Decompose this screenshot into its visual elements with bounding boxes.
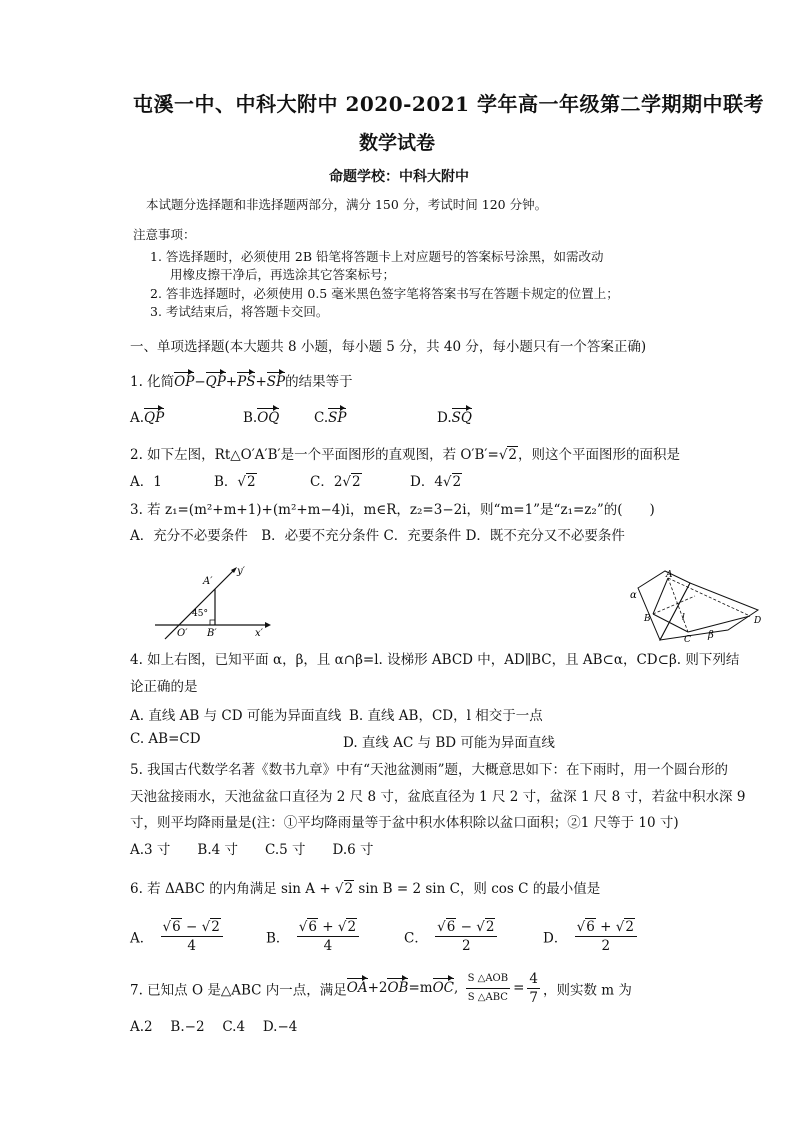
x-axis-arrow — [265, 622, 271, 628]
question-6: 6. 若 ΔABC 的内角满足 sin A + √2 sin B = 2 sin C，则 cos C 的最小值是 — [130, 881, 601, 897]
q6-option-b: B． $\frac{√6 + √2}{4}$ — [266, 918, 362, 955]
note-2: 2. 答非选择题时，必须使用 0.5 毫米黑色签字笔将答案书写在答题卡规定的位置上； — [150, 286, 619, 301]
q1-option-b: B.OQ — [243, 410, 280, 426]
q3-options: A．充分不必要条件 B．必要不充分条件 C．充要条件 D．既不充分又不必要条件 — [130, 528, 625, 544]
figure-right-planes — [620, 568, 780, 648]
q6-option-d: D． $\frac{√6 + √2}{2}$ — [543, 918, 640, 955]
question-5-line2: 天池盆接雨水，天池盆盆口直径为 2 尺 8 寸，盆底直径为 1 尺 2 寸，盆深 1 尺 8 寸，若盆中积水深 9 — [130, 789, 746, 805]
q6-option-c: C． $\frac{√6 - √2}{2}$ — [404, 918, 500, 955]
label-x: x′ — [255, 628, 263, 639]
q2-option-d: D．4√2 — [410, 474, 462, 490]
q4-option-b: B. 直线 AB，CD，l 相交于一点 — [349, 708, 543, 724]
q4-option-c: C. AB=CD — [130, 731, 201, 747]
label-beta: β — [708, 630, 714, 641]
question-2: 2. 如下左图，Rt△O′A′B′是一个平面图形的直观图，若 O′B′=√2，则这个平面图形的面积是 — [130, 447, 681, 463]
question-4-line2: 论正确的是 — [130, 679, 198, 695]
notes-heading: 注意事项： — [133, 227, 196, 242]
q1-option-d: D.SQ — [437, 410, 472, 426]
note-1-cont: 用橡皮擦干净后，再选涂其它答案标号； — [170, 267, 396, 282]
plane-alpha — [638, 571, 690, 640]
q1-suffix: 的结果等于 — [285, 374, 353, 390]
q5-options: A.3 寸 B.4 寸 C.5 寸 D.6 寸 — [130, 842, 374, 858]
y-axis-line — [165, 569, 235, 639]
label-angle: 45° — [192, 609, 208, 619]
question-5-line1: 5. 我国古代数学名著《数书九章》中有“天池盆测雨”题，大概意思如下：在下雨时，用一个圆台形的 — [130, 762, 728, 778]
label-A: A — [666, 570, 673, 580]
label-l: l — [682, 613, 685, 623]
question-1: 1. 化简OP−QP+PS+SP的结果等于 — [130, 374, 353, 390]
q2-option-a: A．1 — [130, 474, 162, 490]
q6-option-a: A． $\frac{√6 - √2}{4}$ — [130, 918, 226, 955]
q2-option-c: C．2√2 — [310, 474, 361, 490]
question-3: 3. 若 z₁=(m²+m+1)+(m²+m−4)i，m∈R，z₂=3−2i，则“m=1”是“z₁=z₂”的( ) — [130, 502, 655, 518]
question-5-line3: 寸，则平均降雨量是(注：①平均降雨量等于盆中积水体积除以盆口面积；②1 尺等于 10 寸) — [130, 815, 679, 831]
school-line: 命题学校：中科大附中 — [329, 169, 469, 185]
label-B: B — [644, 614, 651, 624]
figure-left-oblique-view — [155, 562, 275, 642]
label-D: D — [754, 616, 762, 626]
question-4-line1: 4. 如上右图，已知平面 α，β，且 α∩β=l. 设梯形 ABCD 中，AD∥BC，且 AB⊂α，CD⊂β. 则下列结 — [130, 652, 740, 668]
q1-option-c: C.SP — [314, 410, 347, 426]
note-3: 3. 考试结束后，将答题卡交回。 — [150, 304, 329, 319]
label-C: C — [684, 635, 691, 645]
label-a: A′ — [203, 576, 213, 587]
label-b: B′ — [207, 628, 217, 639]
q1-option-a: A.QP — [130, 410, 165, 426]
q7-options: A.2 B.−2 C.4 D.−4 — [130, 1019, 298, 1035]
q2-option-b: B．√2 — [214, 474, 256, 490]
label-o: O′ — [177, 628, 188, 639]
side-cd — [688, 616, 750, 632]
exam-subtitle: 数学试卷 — [359, 132, 436, 154]
right-angle-mark — [210, 620, 215, 625]
exam-title: 屯溪一中、中科大附中 2020-2021 学年高一年级第二学期期中联考 — [133, 92, 765, 116]
note-1: 1. 答选择题时，必须使用 2B 铅笔将答题卡上对应题号的答案标号涂黑，如需改动 — [150, 249, 604, 264]
side-ab — [653, 578, 668, 614]
intro-line: 本试题分选择题和非选择题两部分，满分 150 分，考试时间 120 分钟。 — [146, 197, 548, 212]
question-7: 7. 已知点 O 是△ABC 内一点，满足OA+2OB=mOC, $\frac{\text{S △AOB}}{\text{S △ABC}}$ = $\frac{4}{7}$ ，则实数 m 为 — [130, 971, 632, 1006]
side-ad — [668, 578, 750, 616]
q1-prefix: 1. 化简 — [130, 374, 175, 390]
section-heading: 一、单项选择题(本大题共 8 小题，每小题 5 分，共 40 分，每小题只有一个答案正确) — [130, 339, 647, 355]
label-alpha: α — [630, 590, 637, 601]
q4-option-d: D. 直线 AC 与 BD 可能为异面直线 — [343, 735, 555, 751]
label-y: y′ — [237, 566, 245, 577]
q4-option-a: A. 直线 AB 与 CD 可能为异面直线 — [130, 708, 342, 724]
